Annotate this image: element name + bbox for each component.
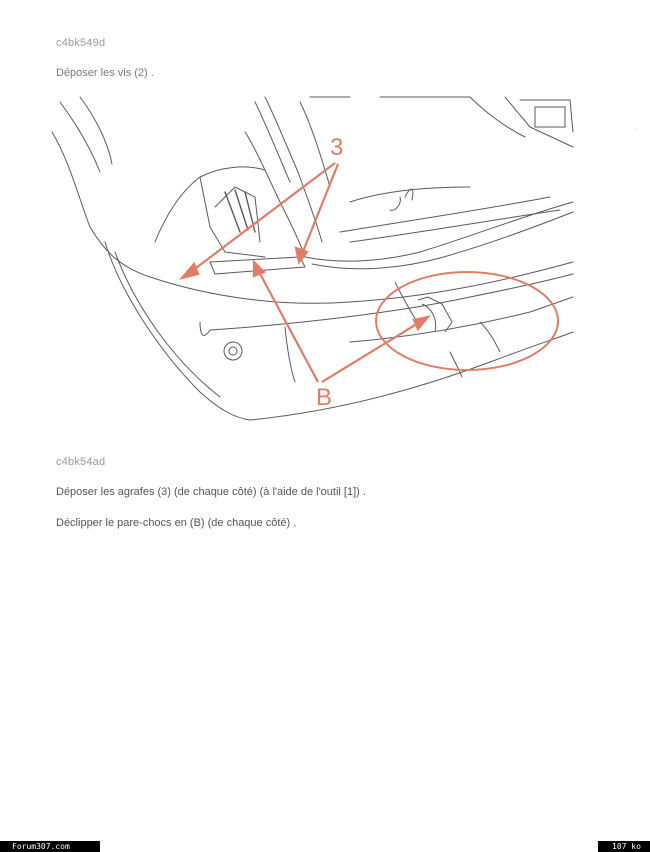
fender-line xyxy=(52,132,150,277)
scan-speck: · xyxy=(634,125,637,134)
arrow-3-left xyxy=(188,163,335,274)
reflector-circle xyxy=(224,342,242,360)
trunk-edge xyxy=(245,132,305,257)
instruction-step-1: Déposer les vis (2) . xyxy=(56,67,154,79)
technical-illustration xyxy=(50,92,575,432)
footer-file-size: 107 ko xyxy=(598,841,650,852)
figure-reference-code-1: c4bk549d xyxy=(56,37,106,49)
instruction-step-3: Déclipper le pare-chocs en (B) (de chaque côté) . xyxy=(56,517,297,529)
callout-label-3: 3 xyxy=(330,134,344,161)
arrow-b-right xyxy=(322,322,420,382)
footer-site-label: Forum307.com xyxy=(0,841,100,852)
figure-reference-code-2: c4bk54ad xyxy=(56,456,106,468)
instruction-step-2: Déposer les agrafes (3) (de chaque côté) (à l'aide de l'outil [1]) . xyxy=(56,486,366,498)
clip-detail xyxy=(418,297,452,332)
arrow-3-right xyxy=(302,164,338,254)
rear-bumper-drawing xyxy=(50,92,575,432)
bumper-corner-line xyxy=(105,242,250,420)
callout-label-b: B xyxy=(316,384,333,411)
